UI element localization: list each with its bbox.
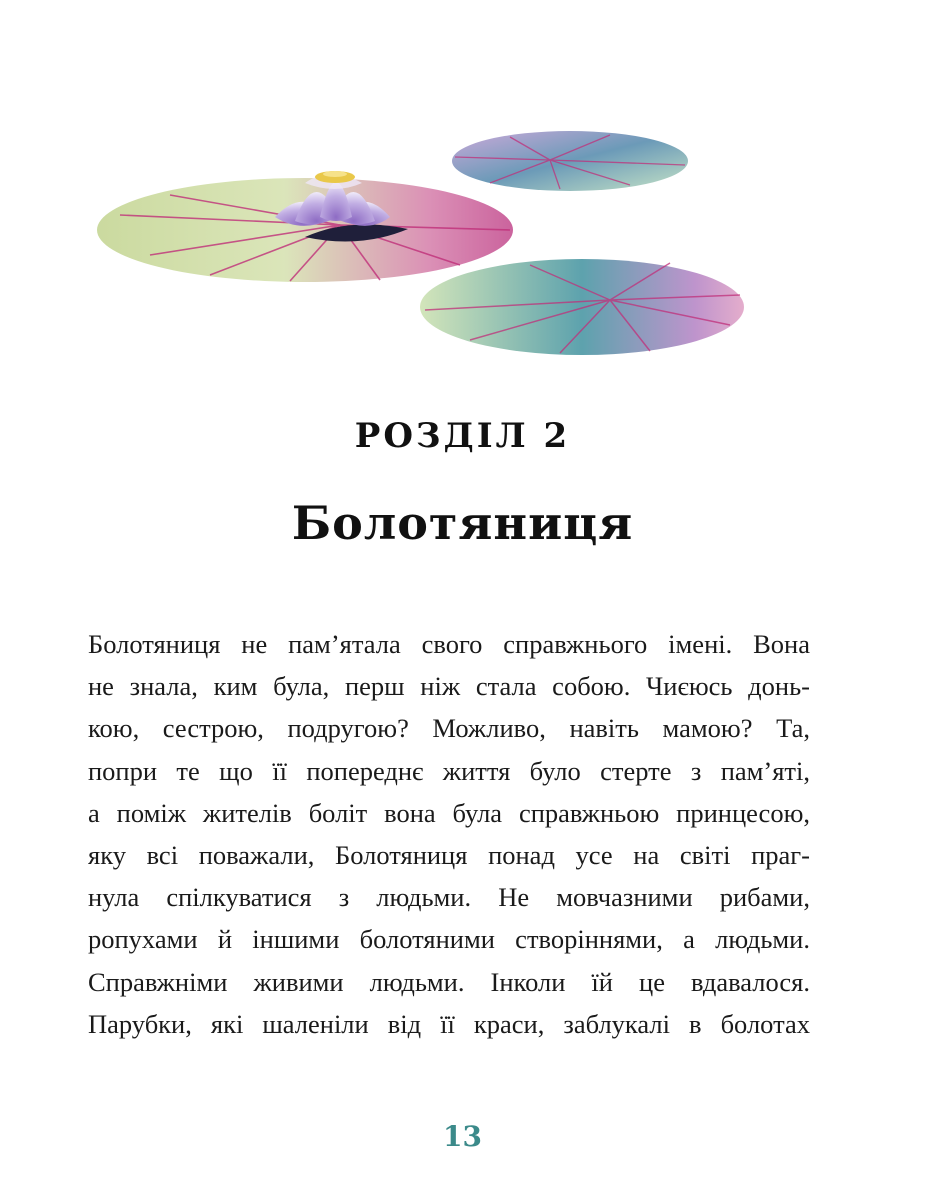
lily-pad-top-right: [452, 131, 688, 191]
text-line: Болотяниця не пам’ятала свого справжнього імені. Вона: [88, 629, 810, 659]
chapter-body: [88, 623, 810, 1045]
text-line: Парубки, які шаленіли від її краси, заблукалі в болотах: [88, 1008, 810, 1039]
page-number: 13: [443, 1120, 482, 1153]
text-line: яку всі поважали, Болотяниця понад усе на світі праг-: [88, 840, 810, 871]
text-line: попри те що її попереднє життя було стерте з пам’яті,: [88, 755, 810, 786]
text-line: Справжніми живими людьми. Інколи їй це вдавалося.: [88, 966, 810, 997]
text-line: ропухами й іншими болотяними створіннями, а людьми.: [88, 924, 810, 955]
lily-pad-bottom-right: [420, 259, 744, 355]
lily-pad-left: [97, 178, 513, 282]
chapter-title: Болотяниця: [291, 496, 634, 550]
text-line: не знала, ким була, перш ніж стала собою. Чиєюсь донь-: [88, 671, 810, 702]
text-line: нула спілкуватися з людьми. Не мовчазними рибами,: [88, 882, 810, 913]
water-lily-illustration: [90, 125, 770, 375]
text-line: а поміж жителів боліт вона була справжньою принцесою,: [88, 797, 810, 828]
text-line: кою, сестрою, подругою? Можливо, навіть мамою? Та,: [88, 713, 810, 744]
chapter-label: РОЗДІЛ 2: [354, 416, 571, 456]
